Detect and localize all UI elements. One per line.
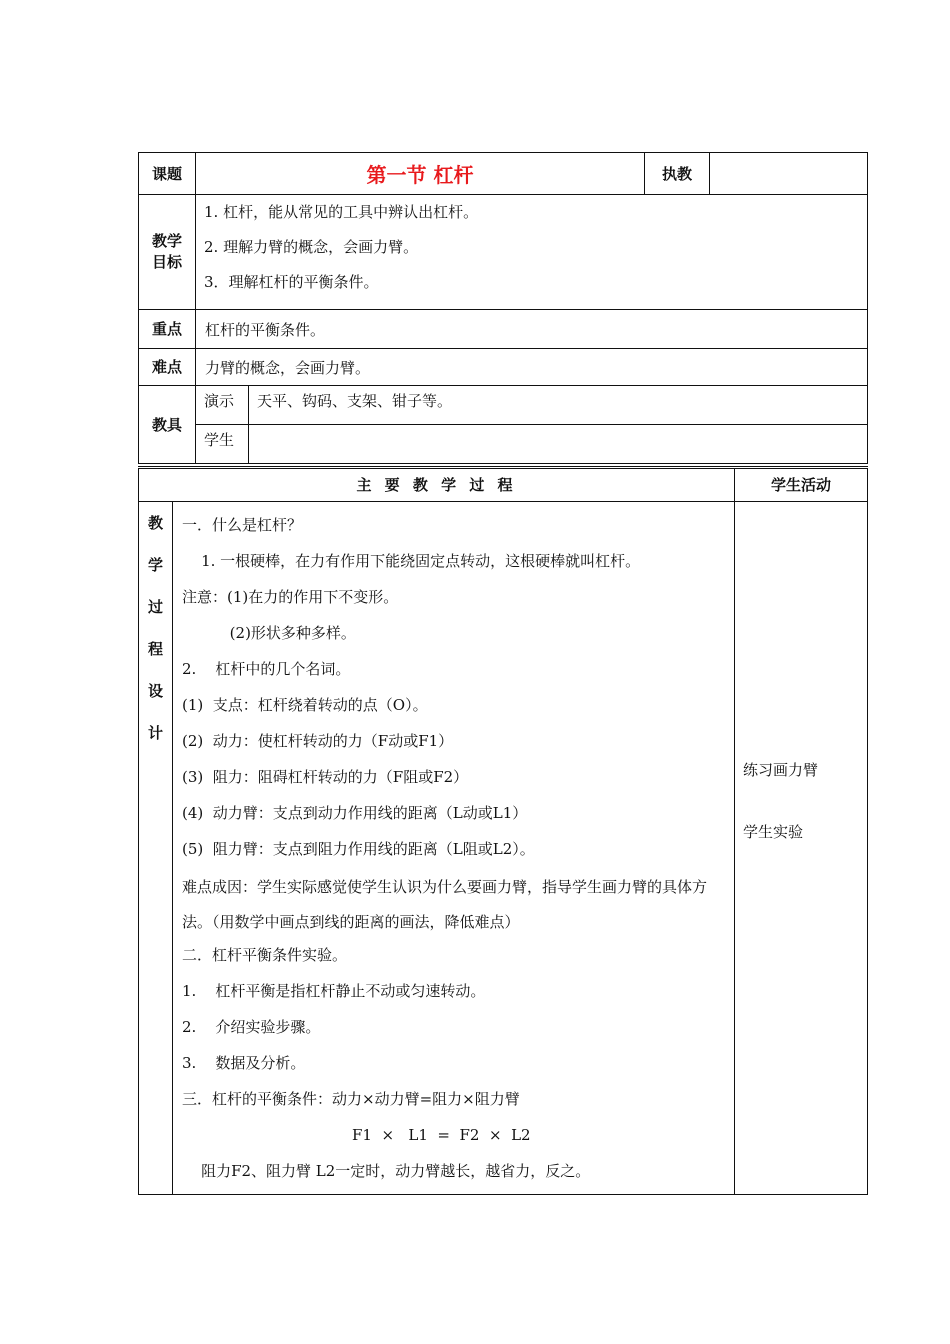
process-line: 一．什么是杠杆？ — [182, 516, 303, 534]
process-line: 1. 杠杆平衡是指杠杆静止不动或匀速转动。 — [182, 982, 486, 1000]
teacher-label: 执教 — [645, 153, 710, 195]
process-content — [173, 502, 735, 1195]
key-point-text: 杠杆的平衡条件。 — [196, 310, 868, 349]
process-line: 阻力F2、阻力臂 L2一定时，动力臂越长，越省力，反之。 — [182, 1162, 591, 1180]
process-line: (1) 支点：杠杆绕着转动的点（O）。 — [182, 696, 428, 714]
demo-label: 演示 — [196, 386, 249, 425]
process-line: 难点成因：学生实际感觉使学生认识为什么要画力臂，指导学生画力臂的具体方法。（用数学中画点到线的距离的画法，降低难点） — [182, 878, 708, 931]
difficulty-label: 难点 — [139, 349, 196, 386]
process-vertical-label: 教 学 过 程 设 计 — [139, 502, 173, 1195]
process-line: (2)形状多种多样。 — [182, 624, 356, 642]
difficulty-text: 力臂的概念，会画力臂。 — [196, 349, 868, 386]
activity-heading: 学生活动 — [735, 468, 868, 502]
process-line: (3) 阻力：阻碍杠杆转动的力（F阻或F2） — [182, 768, 469, 786]
process-line: 三．杠杆的平衡条件：动力×动力臂=阻力×阻力臂 — [182, 1090, 520, 1108]
student-tools-text — [249, 425, 868, 464]
process-table — [138, 466, 868, 1195]
goals-list — [196, 195, 868, 310]
lesson-title: 第一节 杠杆 — [196, 153, 645, 195]
goal-item-1: 1. 杠杆，能从常见的工具中辨认出杠杆。 — [204, 203, 479, 221]
process-line: (4) 动力臂：支点到动力作用线的距离（L动或L1） — [182, 804, 528, 822]
goals-label: 教学目标 — [139, 195, 196, 310]
demo-text: 天平、钩码、支架、钳子等。 — [249, 386, 868, 425]
course-label: 课题 — [139, 153, 196, 195]
process-line: (5) 阻力臂：支点到阻力作用线的距离（L阻或L2）。 — [182, 840, 535, 858]
process-line: 二．杠杆平衡条件实验。 — [182, 946, 348, 964]
student-tools-label: 学生 — [196, 425, 249, 464]
key-point-label: 重点 — [139, 310, 196, 349]
process-line: 2. 介绍实验步骤。 — [182, 1018, 321, 1036]
process-line: 注意：(1)在力的作用下不变形。 — [182, 588, 399, 606]
student-activity-column — [735, 502, 868, 1195]
tools-label: 教具 — [139, 386, 196, 464]
process-line: 3. 数据及分析。 — [182, 1054, 306, 1072]
lesson-info-table — [138, 152, 868, 464]
activity-item: 练习画力臂 — [743, 761, 819, 779]
process-heading: 主 要 教 学 过 程 — [139, 468, 735, 502]
teacher-value — [710, 153, 868, 195]
goal-item-2: 2. 理解力臂的概念，会画力臂。 — [204, 238, 419, 256]
process-line: (2) 动力：使杠杆转动的力（F动或F1） — [182, 732, 454, 750]
activity-item: 学生实验 — [743, 823, 804, 841]
process-line: 2. 杠杆中的几个名词。 — [182, 660, 351, 678]
goal-item-3: 3．理解杠杆的平衡条件。 — [204, 273, 379, 291]
formula-line: F1 × L1 = F2 × L2 — [352, 1126, 531, 1144]
process-line: 1. 一根硬棒，在力有作用下能绕固定点转动，这根硬棒就叫杠杆。 — [182, 552, 641, 570]
